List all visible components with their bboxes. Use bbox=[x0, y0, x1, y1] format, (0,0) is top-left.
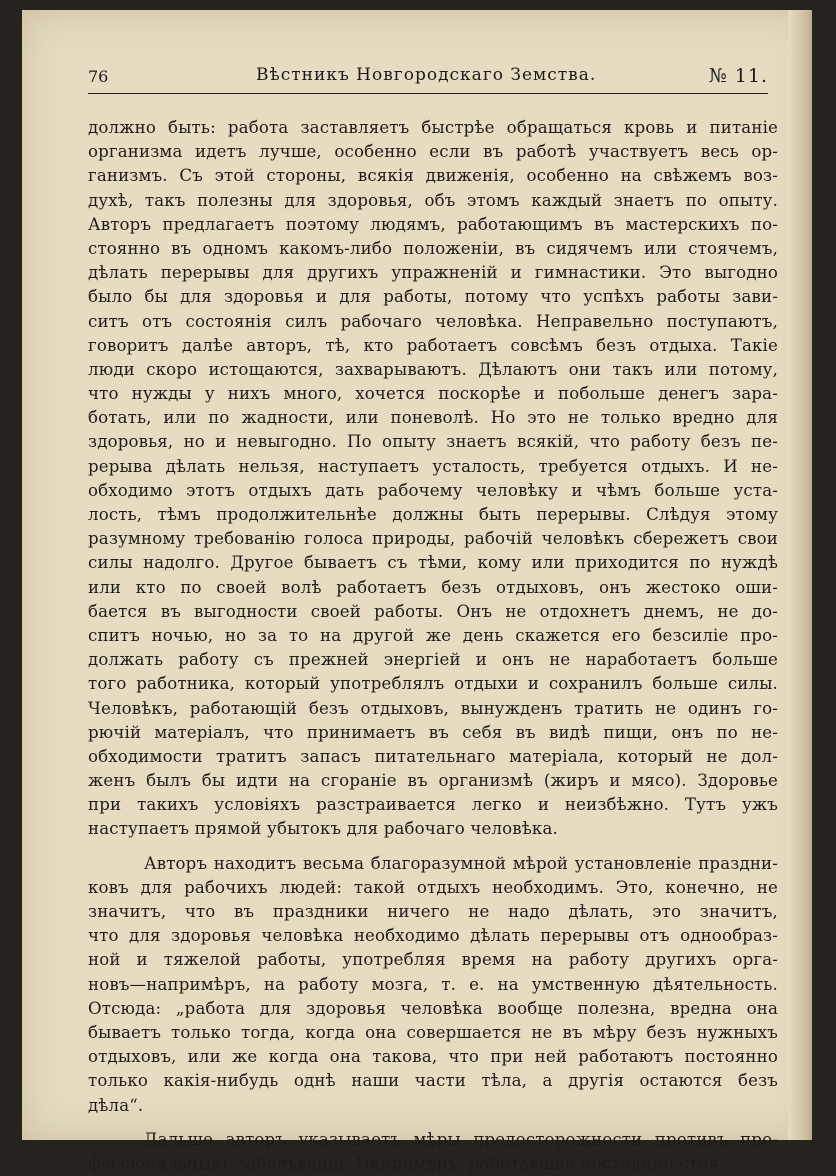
text-line: значитъ, что въ праздники ничего не надо дѣлать, это значитъ, bbox=[88, 902, 778, 921]
text-line: должать работу съ прежней энергіей и онъ не наработаетъ больше bbox=[88, 650, 778, 670]
text-line: ковъ для рабочихъ людей: такой отдыхъ необходимъ. Это, конечно, не bbox=[88, 877, 778, 897]
paragraph bbox=[88, 1128, 778, 1176]
text-line: ботать, или по жадности, или поневолѣ. Но это не только вредно для bbox=[88, 408, 778, 428]
paragraph bbox=[88, 116, 778, 842]
text-line: Отсюда: „работа для здоровья человѣка вообще полезна, вредна она bbox=[88, 998, 778, 1018]
text-line: отдыховъ, или же когда она такова, что при ней работаютъ постоянно bbox=[88, 1047, 778, 1067]
paragraph-gap bbox=[88, 842, 778, 852]
text-line: обходимо этотъ отдыхъ дать рабочему человѣку и чѣмъ больше уста- bbox=[88, 480, 778, 500]
text-line: разумному требованію голоса природы, рабочій человѣкъ сбережетъ свои bbox=[88, 529, 778, 549]
text-line: только какія-нибудь однѣ наши части тѣла, а другія остаются безъ bbox=[88, 1071, 778, 1091]
text-line: говоритъ далѣе авторъ, тѣ, кто работаетъ совсѣмъ безъ отдыха. Такіе bbox=[88, 335, 778, 355]
text-line: люди скоро истощаются, захварываютъ. Дѣлаютъ они такъ или потому, bbox=[88, 359, 778, 379]
text-line: духѣ, такъ полезны для здоровья, объ этомъ каждый знаетъ по опыту. bbox=[88, 190, 778, 210]
text-line: Авторъ предлагаетъ поэтому людямъ, работающимъ въ мастерскихъ по- bbox=[88, 214, 778, 234]
text-line: Человѣкъ, работающій безъ отдыховъ, вынужденъ тратить не одинъ го- bbox=[88, 698, 778, 718]
text-line: ной и тяжелой работы, употребляя время на работу другихъ орга- bbox=[88, 950, 778, 970]
text-line: бается въ выгодности своей работы. Онъ не отдохнетъ днемъ, не до- bbox=[88, 601, 778, 621]
text-line: Авторъ находитъ весьма благоразумной мѣрой установленіе праздни- bbox=[144, 853, 778, 873]
journal-title: Вѣстникъ Новгородскаго Земства. bbox=[256, 65, 597, 85]
text-line: спитъ ночью, но за то на другой же день скажется его безсиліе про- bbox=[88, 625, 778, 645]
text-line: что нужды у нихъ много, хочется поскорѣе и побольше денегъ зара- bbox=[88, 384, 778, 404]
text-line: фессіональныхъ заболѣваній. Напримѣръ, работающіе постоянно стоя bbox=[88, 1153, 719, 1173]
text-line: ситъ отъ состоянія силъ рабочаго человѣка. Неправельно поступаютъ, bbox=[88, 311, 778, 331]
text-line: ганизмъ. Съ этой стороны, всякія движенія, особенно на свѣжемъ воз- bbox=[88, 166, 778, 186]
text-line: наступаетъ прямой убытокъ для рабочаго человѣка. bbox=[88, 819, 558, 839]
page-number: 76 bbox=[88, 67, 109, 86]
text-line: женъ былъ бы идти на сгораніе въ организмѣ (жиръ и мясо). Здоровье bbox=[88, 771, 778, 791]
article-body bbox=[88, 116, 778, 1176]
paragraph-gap bbox=[88, 1118, 778, 1128]
text-line: стоянно въ одномъ какомъ-либо положеніи, въ сидячемъ или стоячемъ, bbox=[88, 238, 778, 258]
text-line: силы надолго. Другое бываетъ съ тѣми, кому или приходится по нуждѣ bbox=[88, 553, 778, 573]
text-line: или кто по своей волѣ работаетъ безъ отдыховъ, онъ жестоко оши- bbox=[88, 577, 778, 597]
text-line: здоровья, но и невыгодно. По опыту знаетъ всякій, что работу безъ пе- bbox=[88, 432, 778, 452]
text-line: дѣлать перерывы для другихъ упражненій и гимнастики. Это выгодно bbox=[88, 263, 778, 283]
text-line: было бы для здоровья и для работы, потому что успѣхъ работы зави- bbox=[88, 287, 778, 307]
text-line: рючій матеріалъ, что принимаетъ въ себя въ видѣ пищи, онъ по не- bbox=[88, 722, 778, 742]
text-line: что для здоровья человѣка необходимо дѣлать перерывы отъ однообраз- bbox=[88, 926, 778, 946]
text-line: бываетъ только тогда, когда она совершается не въ мѣру безъ нужныхъ bbox=[88, 1022, 778, 1042]
issue-number: № 11. bbox=[708, 65, 768, 87]
text-line: при такихъ условіяхъ разстраивается легко и неизбѣжно. Тутъ ужъ bbox=[88, 795, 778, 815]
text-line: организма идетъ лучше, особенно если въ работѣ участвуетъ весь ор- bbox=[88, 142, 778, 162]
text-line: дѣла“. bbox=[88, 1095, 144, 1115]
text-line: новъ—напримѣръ, на работу мозга, т. е. на умственную дѣятельность. bbox=[88, 974, 778, 994]
text-line: рерыва дѣлать нельзя, наступаетъ усталость, требуется отдыхъ. И не- bbox=[88, 456, 778, 476]
text-line: того работника, который употреблялъ отдыхи и сохранилъ больше силы. bbox=[88, 674, 778, 694]
text-line: Дальше авторъ указываетъ мѣры предосторожности противъ про- bbox=[144, 1129, 778, 1149]
paragraph bbox=[88, 852, 778, 1118]
text-line: обходимости тратитъ запасъ питательнаго матеріала, который не дол- bbox=[88, 746, 778, 766]
text-line: лость, тѣмъ продолжительнѣе должны быть перерывы. Слѣдуя этому bbox=[88, 505, 778, 524]
page-edge bbox=[788, 10, 812, 1140]
header-rule bbox=[88, 93, 768, 94]
text-line: должно быть: работа заставляетъ быстрѣе обращаться кровь и питаніе bbox=[88, 118, 778, 137]
book-page bbox=[22, 10, 812, 1173]
running-header bbox=[88, 65, 768, 91]
